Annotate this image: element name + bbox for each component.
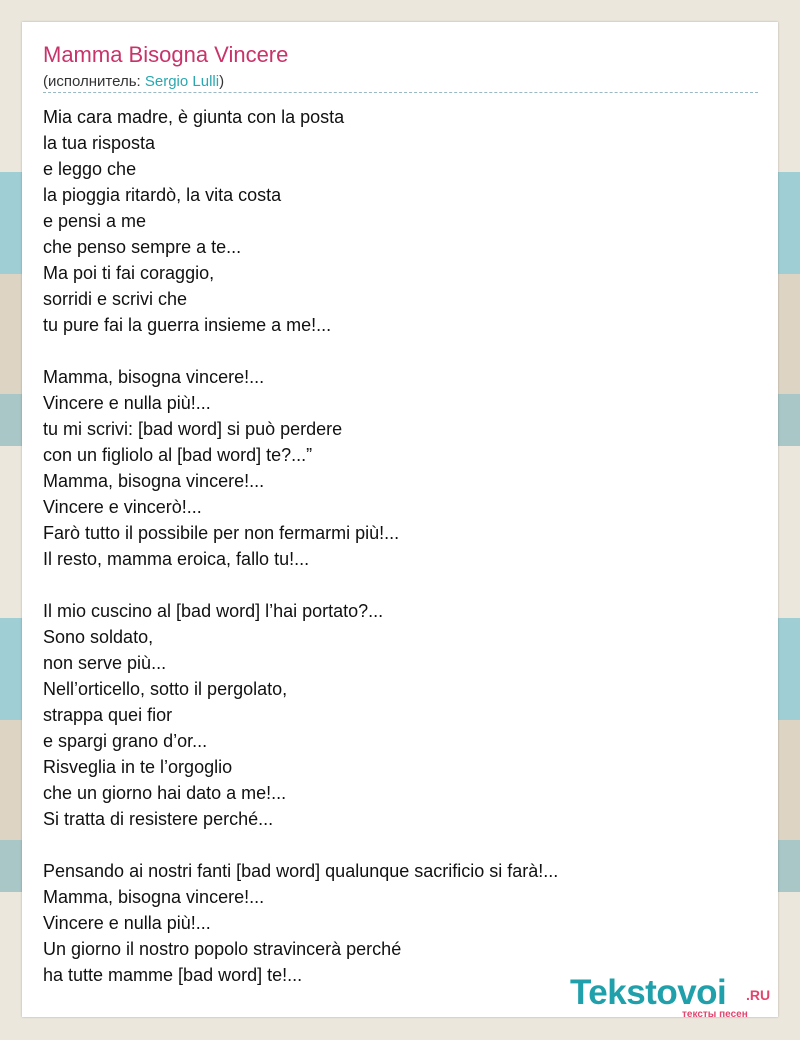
lyrics-line: Pensando ai nostri fanti [bad word] qualunque sacrificio si farà!... (43, 861, 559, 881)
lyrics-line: la tua risposta (43, 133, 156, 153)
lyrics-line: tu mi scrivi: [bad word] si può perdere (43, 419, 343, 439)
artist-suffix: ) (219, 73, 225, 90)
lyrics-line: Ma poi ti fai coraggio, (43, 263, 215, 283)
lyrics-stanza (43, 364, 758, 572)
lyrics-line: Il mio cuscino al [bad word] l’hai portato?... (43, 601, 384, 621)
lyrics-line: non serve più... (43, 653, 167, 673)
lyrics-card (22, 22, 778, 1020)
lyrics-body (43, 104, 758, 988)
lyrics-line: la pioggia ritardò, la vita costa (43, 185, 282, 205)
lyrics-stanza (43, 104, 758, 338)
lyrics-line: Risveglia in te l’orgoglio (43, 757, 233, 777)
logo-wordmark: Tekstovoi (570, 973, 727, 1012)
site-logo[interactable] (570, 974, 775, 1019)
lyrics-line: Vincere e vincerò!... (43, 497, 202, 517)
lyrics-line: Vincere e nulla più!... (43, 913, 211, 933)
song-title: Mamma Bisogna Vincere (43, 42, 289, 67)
lyrics-line: strappa quei fior (43, 705, 173, 725)
lyrics-line: che un giorno hai dato a me!... (43, 783, 287, 803)
artist-link[interactable]: Sergio Lulli (144, 73, 220, 90)
logo-tagline: тексты песен (682, 1009, 748, 1020)
lyrics-line: Vincere e nulla più!... (43, 393, 211, 413)
lyrics-line: Farò tutto il possibile per non fermarmi più!... (43, 523, 400, 543)
lyrics-line: che penso sempre a te... (43, 237, 242, 257)
lyrics-line: Mamma, bisogna vincere!... (43, 367, 265, 387)
lyrics-line: e pensi a me (43, 211, 147, 231)
lyrics-stanza (43, 598, 758, 832)
lyrics-line: Un giorno il nostro popolo stravincerà perché (43, 939, 402, 959)
artist-prefix: (исполнитель: (43, 73, 145, 90)
lyrics-line: Il resto, mamma eroica, fallo tu!... (43, 549, 310, 569)
lyrics-line: Mamma, bisogna vincere!... (43, 471, 265, 491)
lyrics-line: Mamma, bisogna vincere!... (43, 887, 265, 907)
logo-tld: .RU (746, 987, 771, 1003)
title-divider (43, 92, 758, 93)
lyrics-stanza (43, 858, 758, 988)
lyrics-line: ha tutte mamme [bad word] te!... (43, 965, 303, 985)
lyrics-line: e spargi grano d’or... (43, 731, 208, 751)
lyrics-line: Nell’orticello, sotto il pergolato, (43, 679, 288, 699)
lyrics-line: Sono soldato, (43, 627, 154, 647)
lyrics-line: con un figliolo al [bad word] te?...” (43, 445, 313, 465)
lyrics-line: tu pure fai la guerra insieme a me!... (43, 315, 332, 335)
lyrics-line: e leggo che (43, 159, 137, 179)
lyrics-line: sorridi e scrivi che (43, 289, 188, 309)
lyrics-line: Si tratta di resistere perché... (43, 809, 274, 829)
lyrics-line: Mia cara madre, è giunta con la posta (43, 107, 345, 127)
artist-line (43, 73, 224, 90)
